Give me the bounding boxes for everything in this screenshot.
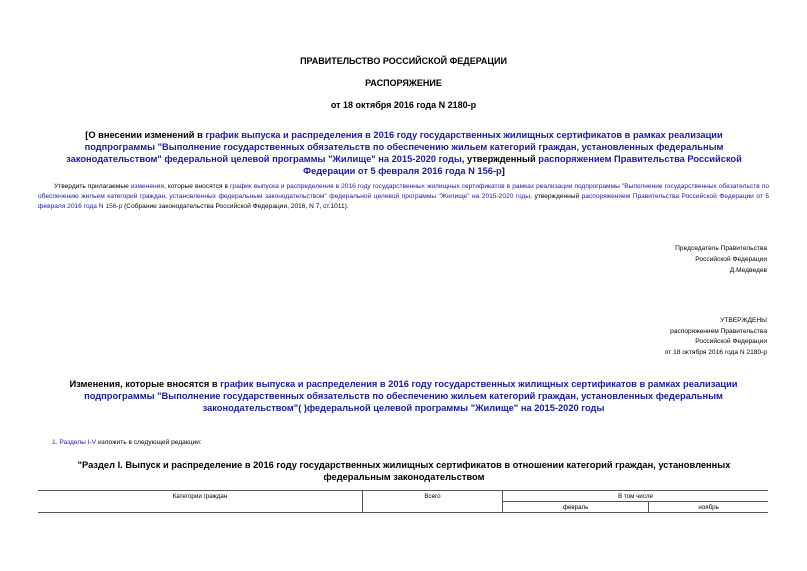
header-nov: ноябрь — [649, 502, 768, 513]
document-title — [52, 129, 756, 177]
changes-heading-text: Изменения, которые вносятся в — [69, 379, 221, 389]
header-including: В том числе — [503, 491, 769, 502]
item-1-text: изложить в следующей редакции: — [96, 439, 202, 446]
title-close: ] — [501, 166, 505, 176]
changes-heading — [40, 378, 767, 414]
title-order-link[interactable]: распоряжением Правительства Российской Федерации от 5 февраля 2016 года N 156-р — [303, 154, 742, 176]
header-category: Категории граждан — [38, 491, 363, 502]
signature-line-1: Председатель Правительства — [675, 245, 767, 252]
title-schedule-link[interactable]: график выпуска и распределения в 2016 году государственных жилищных сертификатов в рамках реализации подпрограммы "Выполнение государственных обязательств по обеспечению жильем категорий граждан, установленных федеральным законодательством" федеральной целевой программы "Жилище" на 2015-2020 годы — [66, 130, 724, 164]
schedule-link[interactable]: график выпуска и распределения в 2016 году государственных жилищных сертификатов в рамках реализации подпрограммы "Выполнение государственных обязательств по обеспечению жильем категорий граждан, установленных федеральным законодательством" федеральной целевой программы "Жилище" на 2015-2020 годы — [38, 183, 769, 200]
table-header-row — [38, 491, 768, 502]
changes-heading-link[interactable]: график выпуска и распределения в 2016 году государственных жилищных сертификатов в рамках реализации подпрограммы "Выполнение государственных обязательств по обеспечению жильем категорий граждан, установленных федеральным законодательством"( )федеральной целевой программы "Жилище" на 2015-2020 годы — [84, 379, 738, 413]
section-title: "Раздел I. Выпуск и распределение в 2016 году государственных жилищных сертификатов в отношении категорий граждан, установленных федеральным законодательством — [77, 460, 731, 482]
subheader-empty-2 — [363, 502, 503, 513]
title-open: [О внесении изменений в — [85, 130, 206, 140]
main-paragraph — [38, 182, 769, 212]
approved-line-2: распоряжением Правительства — [670, 327, 767, 335]
doc-type-heading: РАСПОРЯЖЕНИЕ — [365, 78, 442, 88]
item-1-number[interactable]: 1. — [52, 439, 60, 446]
signature-block — [675, 243, 767, 276]
government-heading: ПРАВИТЕЛЬСТВО РОССИЙСКОЙ ФЕДЕРАЦИИ — [300, 56, 507, 66]
sections-link[interactable]: Разделы I-V — [59, 439, 97, 446]
changes-link[interactable]: изменения — [130, 183, 164, 190]
signature-line-2: Российской Федерации — [695, 256, 767, 263]
approved-line-3: Российской Федерации — [695, 338, 767, 345]
table-bottom-line — [38, 513, 768, 514]
para-text-b: , которые вносятся в — [163, 183, 230, 190]
subheader-empty-1 — [38, 502, 363, 513]
para-text-d: (Собрание законодательства Российской Федерации, 2016, N 7, ст.1011). — [122, 203, 349, 210]
para-text-c: , утвержденный — [530, 193, 582, 200]
para-text-a: Утвердить прилагаемые — [54, 183, 131, 190]
item-1 — [52, 439, 202, 446]
order-link[interactable]: распоряжением Правительства Российской Федерации от 5 февраля 2016 года N 156-р — [38, 193, 769, 210]
data-table — [38, 490, 768, 513]
title-mid: , утвержденный — [461, 154, 539, 164]
table-subheader-row — [38, 502, 768, 513]
approved-block — [665, 316, 767, 358]
signature-line-3: Д.Медведев — [729, 267, 767, 274]
approved-line-1: УТВЕРЖДЕНЫ — [720, 317, 767, 324]
header-total: Всего — [363, 491, 503, 502]
header-feb: февраль — [503, 502, 649, 513]
table-bottom-rule — [38, 513, 768, 514]
date-number: от 18 октября 2016 года N 2180-р — [330, 100, 477, 110]
approved-line-4: от 18 октября 2016 года N 2180-р — [664, 348, 767, 356]
